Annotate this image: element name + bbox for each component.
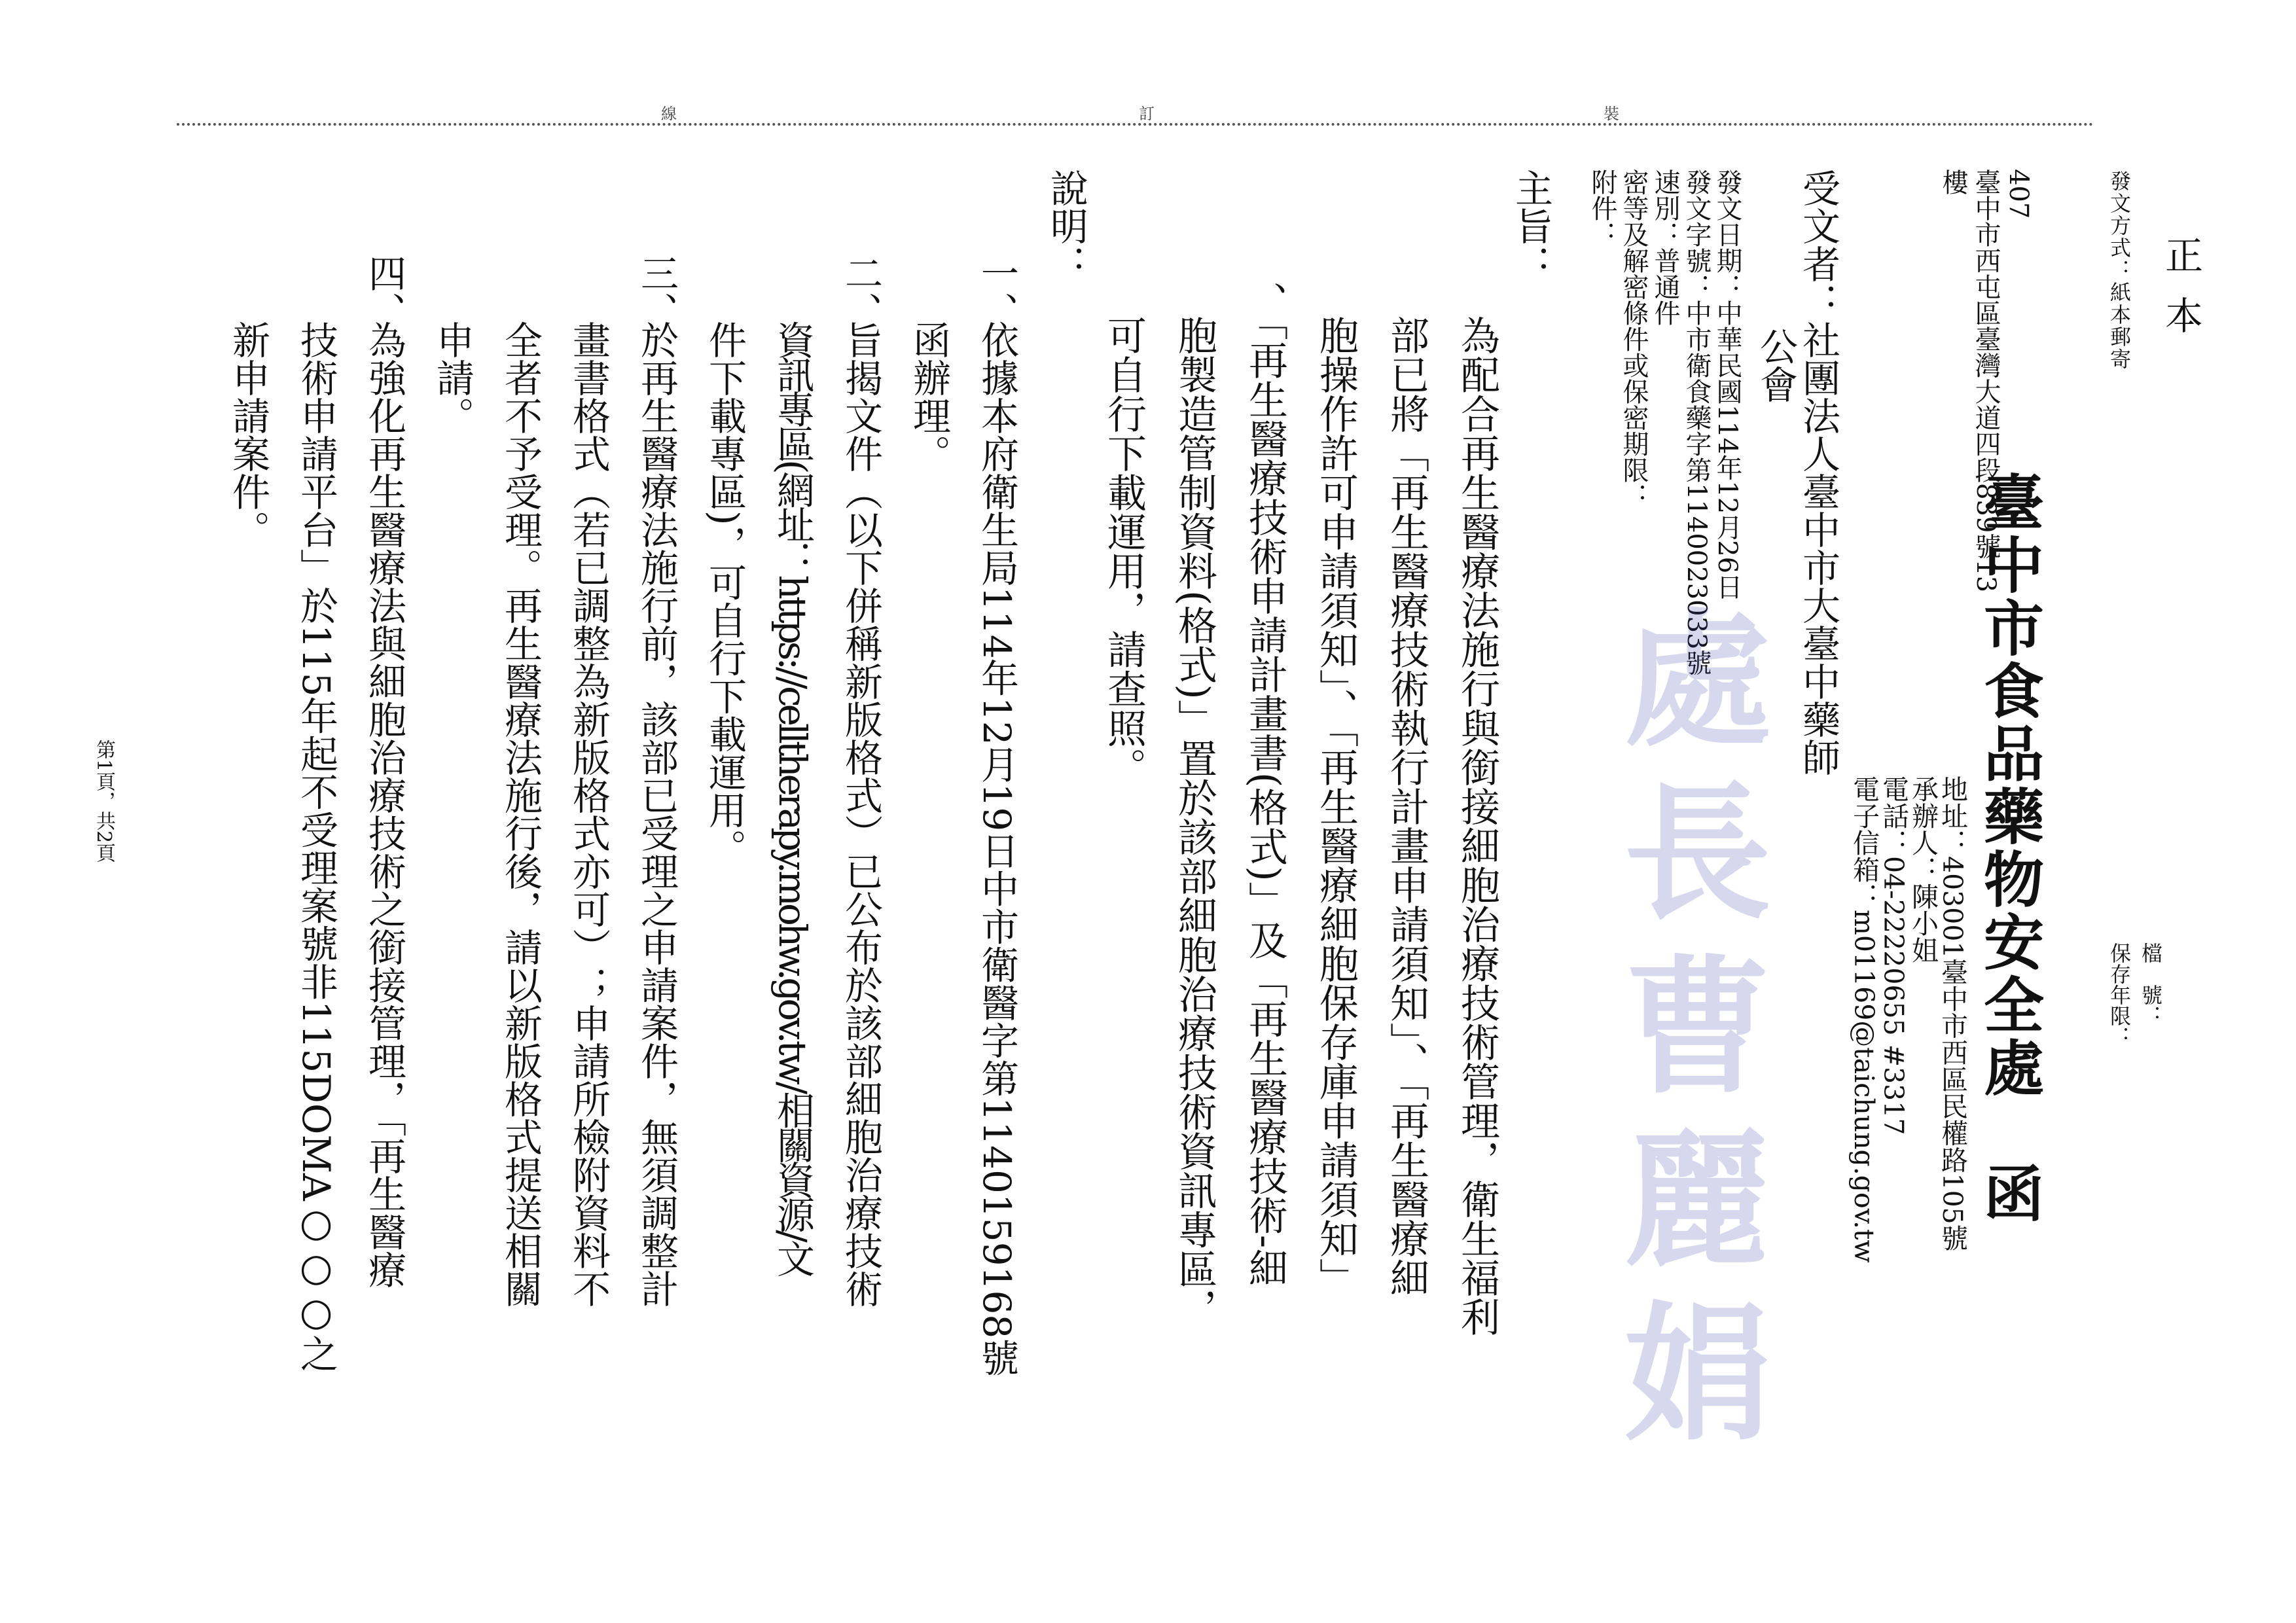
explanation-item-line: 依據本府衛生局114年12月19日中市衛醫字第1140159168號 — [975, 321, 1019, 1377]
explanation-item-line: 技術申請平台」於115年起不受理案號非115DOMA○○○之 — [294, 321, 338, 1372]
binding-line — [177, 123, 2094, 126]
subject-line: 可自行下載運用，請查照。 — [1101, 315, 1147, 787]
speed-class: 速別：普通件 — [1650, 169, 1680, 326]
explanation-item-line: 資訊專區(網址：https://celltherapy.mohw.gov.tw/相關資源/文 — [770, 321, 815, 1274]
explanation-item-line: 新申請案件。 — [226, 321, 270, 548]
classification: 密等及解密條件或保密期限： — [1619, 169, 1649, 509]
explanation-item-line: 畫書格式（若已調整為新版格式亦可）；申請所檢附資料不 — [566, 321, 611, 1308]
explanation-item-line: 全者不予受理。再生醫療法施行後，請以新版格式提送相關 — [498, 321, 543, 1308]
explanation-item-line: 為強化再生醫療法與細胞治療技術之銜接管理，「再生醫療 — [362, 321, 406, 1289]
explanation-item-number: 一、 — [975, 254, 1019, 330]
sender-address-line1: 臺中市西屯區臺灣大道四段839號13 — [1971, 169, 2001, 593]
explanation-item-number: 三、 — [634, 254, 679, 330]
official-seal: 處長曹麗娟 — [1599, 602, 1772, 1469]
sender-address-line2: 樓 — [1938, 169, 1968, 195]
explanation-item-line: 旨揭文件（以下併稱新版格式）已公布於該部細胞治療技術 — [838, 321, 883, 1308]
office-address: 地址：403001臺中市西區民權路105號 — [1937, 776, 1968, 1251]
retention-label: 保存年限： — [2107, 942, 2132, 1047]
delivery-method: 發文方式：紙本郵寄 — [2107, 170, 2132, 370]
page-number: 第1頁，共2頁 — [92, 740, 115, 863]
contact-phone: 電話：04-22220655 #3317 — [1878, 776, 1909, 1135]
document-number: 發文字號：中市衛食藥字第1140023033號 — [1681, 169, 1712, 676]
recipient-line2: 公會 — [1753, 327, 1798, 403]
explanation-label: 說明： — [1044, 169, 1088, 283]
subject-line: 部已將「再生醫療技術執行計畫申請須知」、「再生醫療細 — [1384, 315, 1429, 1297]
contact-email: 電子信箱：m01169@taichung.gov.tw — [1848, 776, 1880, 1263]
explanation-item-number: 二、 — [838, 254, 883, 330]
subject-label: 主旨： — [1509, 169, 1553, 283]
attachments: 附件： — [1587, 169, 1617, 247]
subject-line: 、「再生醫療技術申請計畫書(格式)」及「再生醫療技術-細 — [1242, 281, 1288, 1288]
binding-mark-zhuang: 裝 — [1604, 105, 1619, 123]
contact-person: 承辦人：陳小姐 — [1907, 776, 1939, 963]
explanation-item-number: 四、 — [362, 254, 406, 330]
document-title: 臺中市食品藥物安全處 函 — [1974, 471, 2045, 1225]
issue-date: 發文日期：中華民國114年12月26日 — [1712, 169, 1742, 600]
explanation-item-line: 函辦理。 — [906, 321, 951, 473]
subject-line: 為配合再生醫療法施行與銜接細胞治療技術管理，衛生福利 — [1454, 315, 1500, 1336]
copy-type: 正本 — [2159, 236, 2203, 356]
explanation-item-line: 件下載專區)，可自行下載運用。 — [702, 321, 747, 867]
recipient-line1: 受文者：社團法人臺中市大臺中藥師 — [1796, 169, 1840, 776]
file-number-label: 檔 號： — [2138, 942, 2163, 1026]
binding-mark-ding: 訂 — [1139, 105, 1155, 123]
sender-postal-code: 407 — [2003, 169, 2034, 219]
subject-line: 胞操作許可申請須知」、「再生醫療細胞保存庫申請須知」 — [1313, 315, 1359, 1297]
binding-mark-xian: 線 — [661, 105, 677, 123]
subject-line: 胞製造管制資料(格式)」置於該部細胞治療技術資訊專區， — [1172, 315, 1217, 1328]
explanation-item-line: 於再生醫療法施行前，該部已受理之申請案件，無須調整計 — [634, 321, 679, 1308]
explanation-item-line: 申請。 — [430, 321, 475, 435]
